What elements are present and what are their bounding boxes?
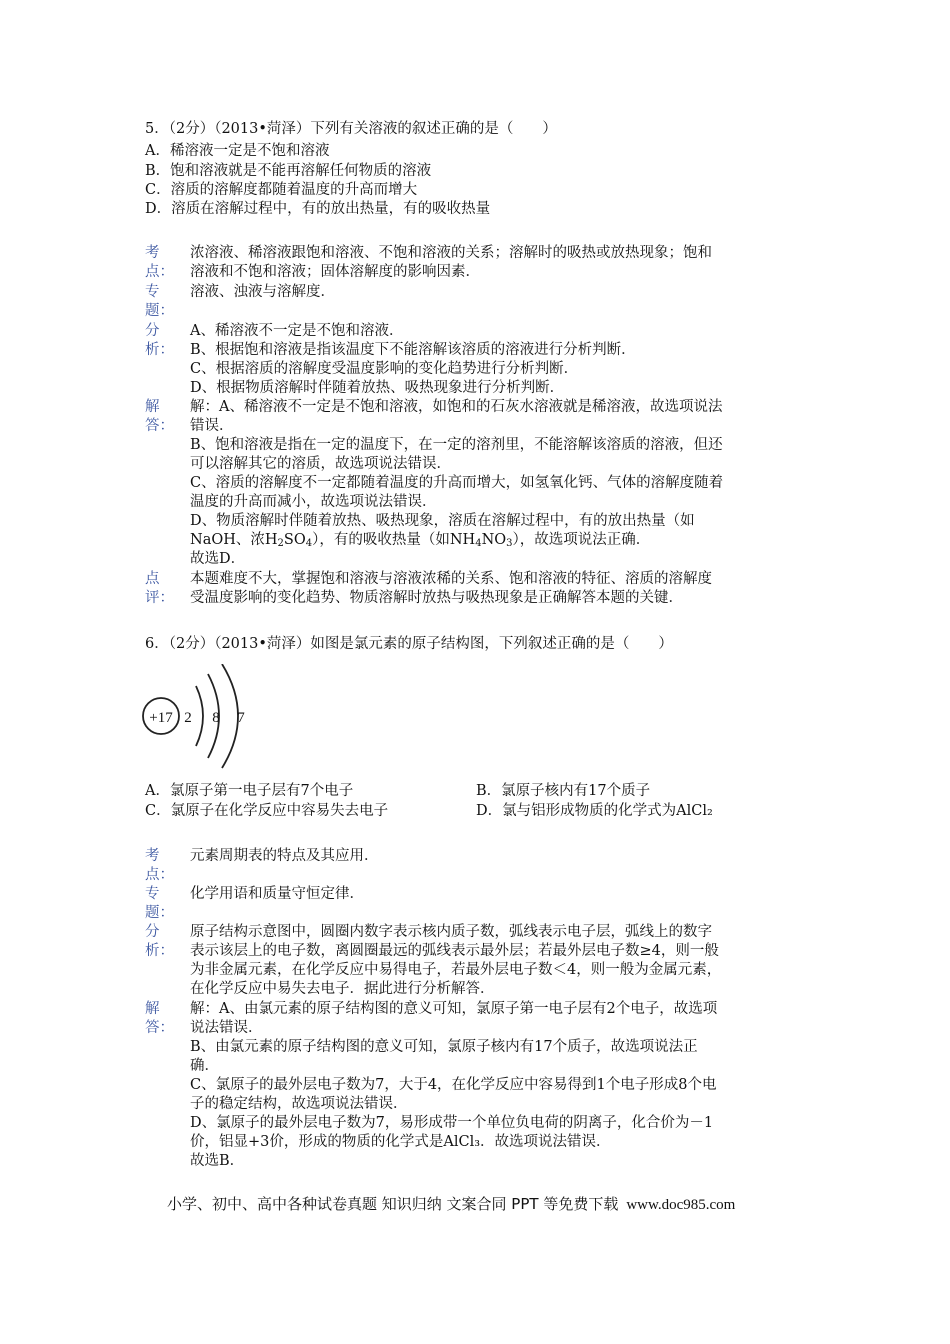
q5-label-jieda-1: 解: [145, 399, 160, 415]
q5-label-zhuanti-1: 专: [145, 284, 160, 300]
q6-fenxi-line: 原子结构示意图中，圆圈内数字表示核内质子数，弧线表示电子层，弧线上的数字: [190, 924, 712, 940]
q5-label-jieda-2: 答：: [145, 418, 174, 434]
chem-text: NaOH、浓H: [190, 532, 278, 548]
page-footer: [167, 1194, 735, 1215]
chem-subscript: 4: [305, 538, 313, 549]
q6-option-c: C．氯原子在化学反应中容易失去电子: [145, 803, 389, 819]
q5-option-d: D．溶质在溶解过程中，有的放出热量，有的吸收热量: [145, 201, 491, 217]
q6-answer: 故选B．: [190, 1153, 245, 1169]
q6-option-b: B．氯原子核内有17个质子: [476, 783, 651, 799]
q6-label-zhuanti-1: 专: [145, 886, 160, 902]
q5-kaodian-line: 浓溶液、稀溶液跟饱和溶液、不饱和溶液的关系；溶解时的吸热或放热现象；饱和: [190, 245, 712, 261]
q6-label-zhuanti-2: 题：: [145, 905, 174, 921]
q5-option-a: A．稀溶液一定是不饱和溶液: [145, 143, 330, 159]
chem-text: ），故选项说法正确．: [512, 532, 651, 548]
q5-label-fenxi-1: 分: [145, 323, 160, 339]
q5-jieda-chem-line: [190, 531, 650, 550]
q6-fenxi-line: 在化学反应中易失去电子．据此进行分析解答．: [190, 981, 495, 997]
q6-option-d: D．氯与铝形成物质的化学式为AlCl₂: [476, 803, 713, 819]
q6-fenxi-line: 为非金属元素，在化学反应中易得电子，若最外层电子数＜4，则一般为金属元素，: [190, 962, 722, 978]
q5-dianping-line: 受温度影响的变化趋势、物质溶解时放热与吸热现象是正确解答本题的关键．: [190, 590, 683, 606]
q5-dianping-line: 本题难度不大，掌握饱和溶液与溶液浓稀的关系、饱和溶液的特征、溶质的溶解度: [190, 571, 712, 587]
shell-1-count: 2: [184, 710, 192, 726]
chem-subscript: 2: [277, 538, 284, 549]
q6-jieda-line: 价，铝显+3价，形成的物质的化学式是AlCl₃．故选项说法错误．: [190, 1134, 611, 1150]
q6-fenxi-line: 表示该层上的电子数，离圆圈最远的弧线表示最外层；若最外层电子数≥4，则一般: [190, 943, 719, 959]
q6-jieda-line: D、氯原子的最外层电子数为7，易形成带一个单位负电荷的阴离子，化合价为－1: [190, 1115, 714, 1131]
shell-2-count: 8: [212, 710, 220, 726]
electron-shell-arc: [222, 664, 238, 768]
q6-label-kaodian-2: 点：: [145, 867, 174, 883]
chem-text: NO: [481, 532, 507, 548]
q5-label-zhuanti-2: 题：: [145, 303, 174, 319]
q5-jieda-line: D、物质溶解时伴随着放热、吸热现象，溶质在溶解过程中，有的放出热量（如: [190, 513, 695, 529]
nucleus-label: +17: [149, 710, 173, 726]
chem-text: SO: [283, 532, 306, 548]
q5-jieda-line: B、饱和溶液是指在一定的温度下，在一定的溶剂里，不能溶解该溶质的溶液，但还: [190, 437, 723, 453]
q6-jieda-line: 子的稳定结构，故选项说法错误．: [190, 1096, 408, 1112]
q5-zhuanti-line: 溶液、浊液与溶解度．: [190, 284, 335, 300]
q5-fenxi-line: C、根据溶质的溶解度受温度影响的变化趋势进行分析判断．: [190, 361, 579, 377]
q6-jieda-line: 解：A、由氯元素的原子结构图的意义可知，氯原子第一电子层有2个电子，故选项: [190, 1001, 718, 1017]
q5-fenxi-line: A、稀溶液不一定是不饱和溶液．: [190, 323, 404, 339]
q5-kaodian-line: 溶液和不饱和溶液；固体溶解度的影响因素．: [190, 264, 480, 280]
q6-label-fenxi-1: 分: [145, 924, 160, 940]
q5-jieda-line: 可以溶解其它的溶质，故选项说法错误．: [190, 456, 451, 472]
q5-header: 5．（2分）（2013•菏泽）下列有关溶液的叙述正确的是（ ）: [145, 121, 557, 137]
q5-label-kaodian-2: 点：: [145, 264, 174, 280]
chem-text: ），有的吸收热量（如NH: [312, 532, 476, 548]
q6-jieda-line: B、由氯元素的原子结构图的意义可知，氯原子核内有17个质子，故选项说法正: [190, 1039, 698, 1055]
q5-answer: 故选D．: [190, 551, 246, 567]
q5-jieda-line: 错误．: [190, 418, 234, 434]
q6-kaodian-line: 元素周期表的特点及其应用．: [190, 848, 379, 864]
footer-url-link[interactable]: www.doc985.com: [626, 1197, 736, 1213]
q6-option-a: A．氯原子第一电子层有7个电子: [145, 783, 354, 799]
q6-label-fenxi-2: 析：: [145, 943, 174, 959]
q6-jieda-line: 说法错误．: [190, 1020, 263, 1036]
q6-jieda-line: 确．: [190, 1058, 219, 1074]
q5-label-fenxi-2: 析：: [145, 342, 174, 358]
chem-subscript: 3: [506, 538, 513, 549]
q6-label-jieda-1: 解: [145, 1001, 160, 1017]
chem-subscript: 4: [475, 538, 482, 549]
q5-fenxi-line: D、根据物质溶解时伴随着放热、吸热现象进行分析判断．: [190, 380, 565, 396]
q5-option-c: C．溶质的溶解度都随着温度的升高而增大: [145, 182, 418, 198]
q6-header: 6．（2分）（2013•菏泽）如图是氯元素的原子结构图，下列叙述正确的是（ ）: [145, 636, 673, 652]
q6-label-jieda-2: 答：: [145, 1020, 174, 1036]
q5-jieda-line: 解：A、稀溶液不一定是不饱和溶液，如饱和的石灰水溶液就是稀溶液，故选项说法: [190, 399, 723, 415]
q5-label-dianping-1: 点: [145, 571, 160, 587]
electron-shell-arc: [196, 686, 203, 746]
q5-label-kaodian-1: 考: [145, 245, 160, 261]
q5-label-dianping-2: 评：: [145, 590, 174, 606]
q5-option-b: B．饱和溶液就是不能再溶解任何物质的溶液: [145, 163, 432, 179]
footer-text: 小学、初中、高中各种试卷真题 知识归纳 文案合同 PPT 等免费下载: [167, 1195, 619, 1213]
chlorine-atom-structure-diagram: [138, 664, 258, 774]
q5-jieda-line: C、溶质的溶解度不一定都随着温度的升高而增大，如氢氧化钙、气体的溶解度随着: [190, 475, 724, 491]
q6-zhuanti-line: 化学用语和质量守恒定律．: [190, 886, 364, 902]
q6-label-kaodian-1: 考: [145, 848, 160, 864]
shell-3-count: 7: [237, 710, 245, 726]
q6-jieda-line: C、氯原子的最外层电子数为7，大于4，在化学反应中容易得到1个电子形成8个电: [190, 1077, 717, 1093]
q5-jieda-line: 温度的升高而减小，故选项说法错误．: [190, 494, 437, 510]
q5-fenxi-line: B、根据饱和溶液是指该温度下不能溶解该溶质的溶液进行分析判断．: [190, 342, 636, 358]
